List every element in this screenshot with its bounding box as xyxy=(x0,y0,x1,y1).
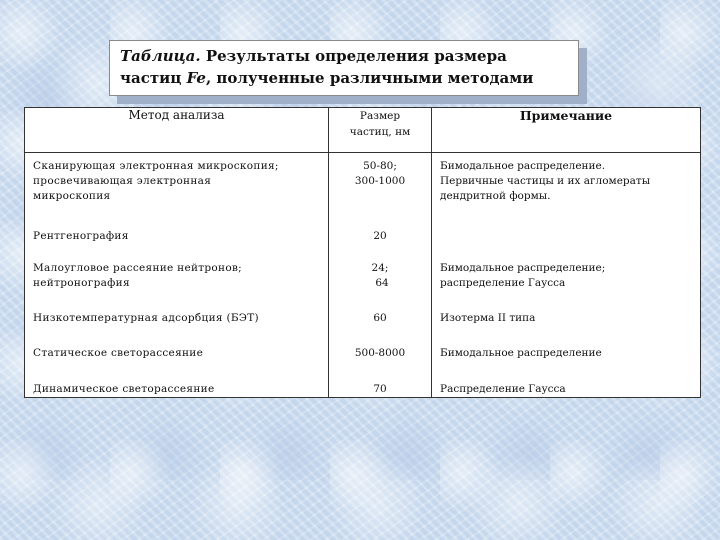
size-sls: 500-8000 xyxy=(354,347,406,359)
size-sem-2: 300-1000 xyxy=(354,175,406,187)
size-cell xyxy=(329,153,432,398)
note-sans-2: распределение Гаусса xyxy=(440,277,566,289)
note-sem-2: Первичные частицы и их агломераты xyxy=(440,175,651,187)
caption-line-2 xyxy=(120,67,568,89)
size-xrd: 20 xyxy=(373,230,387,242)
caption-text-2b: , полученные различными методами xyxy=(205,69,534,87)
method-sans-line-1: Малоугловое рассеяние нейтронов; xyxy=(33,262,243,274)
method-sls: Статическое светорассеяние xyxy=(33,347,204,359)
method-sans-line-2: нейтронография xyxy=(33,277,130,289)
note-dls: Распределение Гаусса xyxy=(440,383,566,395)
method-sem-line-2: просвечивающая электронная xyxy=(33,175,212,187)
table-row xyxy=(25,153,701,398)
method-bet: Низкотемпературная адсорбция (БЭТ) xyxy=(33,312,259,324)
caption-line-1 xyxy=(120,45,568,67)
size-bet: 60 xyxy=(373,312,387,324)
method-dls: Динамическое светорассеяние xyxy=(33,383,215,395)
note-sans-1: Бимодальное распределение; xyxy=(440,262,606,274)
results-table xyxy=(24,107,701,398)
method-sem-line-1: Сканирующая электронная микроскопия; xyxy=(33,160,279,172)
note-sem-3: дендритной формы. xyxy=(440,190,551,202)
method-cell xyxy=(25,153,329,398)
method-xrd: Рентгенография xyxy=(33,230,129,242)
note-sem-1: Бимодальное распределение. xyxy=(440,160,606,172)
caption-label: Таблица. xyxy=(120,47,201,65)
header-note: Примечание xyxy=(432,108,701,153)
size-sem-1: 50-80; xyxy=(363,160,397,172)
caption-text-1: Результаты определения размера xyxy=(200,47,507,65)
header-row xyxy=(25,108,701,153)
table-caption xyxy=(109,40,579,96)
note-sls: Бимодальное распределение xyxy=(440,347,602,359)
note-bet: Изотерма II типа xyxy=(440,312,536,324)
caption-text-2a: частиц xyxy=(120,69,187,87)
size-sans-2: 64 xyxy=(375,277,389,289)
header-method: Метод анализа xyxy=(25,108,329,153)
size-sans-1: 24; xyxy=(371,262,389,274)
header-size-line-2: частиц, нм xyxy=(349,126,411,138)
caption-element: Fe xyxy=(186,69,206,87)
method-sem-line-3: микроскопия xyxy=(33,190,111,202)
header-size-line-1: Размер xyxy=(359,110,401,122)
size-dls: 70 xyxy=(373,383,387,395)
header-size xyxy=(329,108,432,153)
note-cell xyxy=(432,153,701,398)
